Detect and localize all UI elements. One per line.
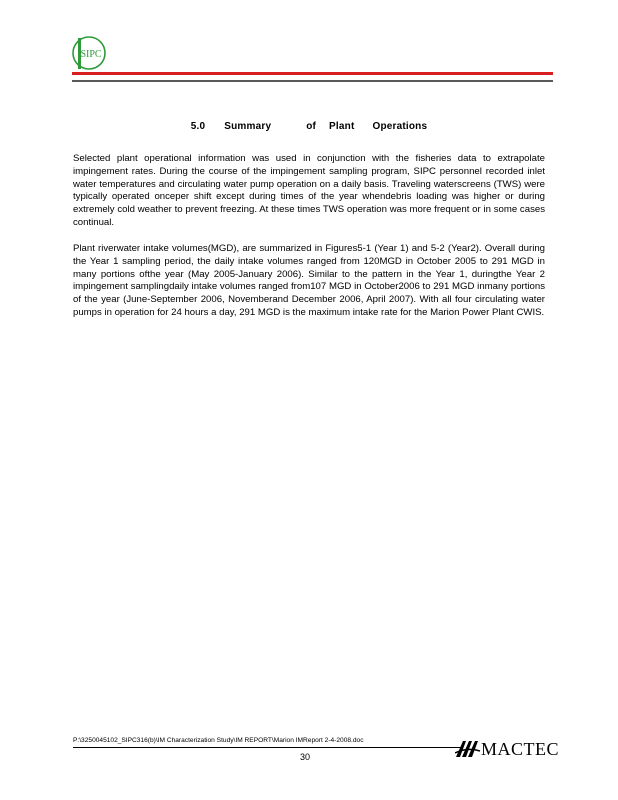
body-paragraph: Plant riverwater intake volumes(MGD), are summarized in Figures5-1 (Year 1) and 5-2 (Year2). Overall during the Year 1 sampling period, the daily intake volumes ranged from 120MGD in October 2005 to 291 MGD in many portions ofthe year (May 2005-January 2006). Similar to the pattern in the Year 1, duringthe Year 2 impingement samplingdaily intake volumes ranged from107 MGD in October2006 to 291 MGD inmany portions of the year (June-September 2006, Novemberand December 2006, April 2007). With all four circulating water pumps in operation for 24 hours a day, 291 MGD is the maximum intake rate for the Marion Power Plant CWIS. [73,243,545,318]
section-title-word: Summary [224,121,272,132]
section-heading [0,121,618,132]
header-dark-rule [72,80,553,82]
mactec-wordmark: MACTEC [481,738,560,759]
header-red-rule [72,72,553,75]
sipc-logo-icon [70,34,108,72]
footer-file-path: P:\3250045102_SIPC316(b)\IM Characterization Study\IM REPORT\Marion IMReport 2-4-2008.doc [73,737,364,744]
section-title-word: Operations [372,121,428,132]
mactec-emblem-icon [455,739,481,759]
footer-rule [73,747,463,748]
body-paragraph: Selected plant operational information was used in conjunction with the fisheries data to extrapolate impingement rates. During the course of the impingement sampling program, SIPC personnel recorded inlet water temperatures and circulating water pump operation on a daily basis. Traveling waterscreens (TWS) were typically operated onceper shift except during times of the year whendebris loading was higher or during extremely cold weather to prevent freezing. At these times TWS operation was more frequent or in some cases continual. [73,153,545,228]
section-title-word: of [306,121,317,132]
sipc-logo [70,34,108,72]
mactec-logo [455,738,559,760]
sipc-logo-text: SIPC [80,49,102,60]
page-number: 30 [300,752,311,762]
section-number: 5.0 [190,121,206,132]
section-title-word: Plant [329,121,355,132]
